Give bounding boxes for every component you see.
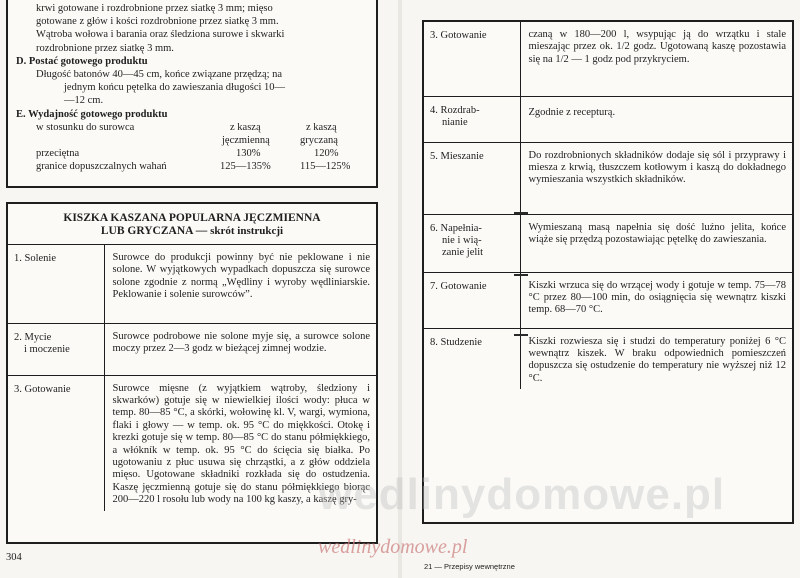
step-label (424, 272, 520, 328)
recipe-title-line-1: KISZKA KASZANA POPULARNA JĘCZMIENNA (63, 212, 321, 224)
step-label (424, 328, 520, 389)
step-label (8, 323, 104, 375)
yield-limits-label: granice dopuszczalnych wahań (36, 161, 167, 173)
step-text: Wymieszaną masą napełnia się dość luźno jelita, końce wiąże się przędzą pozostawiając pętelkę do zawieszania. (520, 214, 792, 272)
watermark-large: wedlinydomowe.pl (318, 470, 726, 519)
continuation-box (6, 0, 378, 188)
yield-header-row-2 (16, 134, 366, 147)
section-e-heading: E. Wydajność gotowego produktu (16, 108, 168, 120)
yield-header-row-1 (16, 121, 366, 134)
step-label-line: nie i wią- (442, 234, 482, 246)
section-d-heading: D. Postać gotowego produktu (16, 55, 148, 67)
section-d-line: —12 cm. (64, 95, 104, 107)
continuation-line: Wątroba wołowa i barania oraz śledziona surowe i skwarki (36, 29, 285, 41)
table-row (424, 328, 792, 389)
recipe-title-line-2 (12, 225, 372, 238)
yield-col2-header-2: gryczaną (300, 135, 338, 147)
pencil-mark (514, 274, 528, 276)
table-row (8, 245, 376, 323)
yield-col1-header: z kaszą (230, 121, 261, 133)
step-text: Kiszki wrzuca się do wrzącej wody i gotuje w temp. 75—78 °C przez 80—100 min, do osiągnięcia się wewnątrz kiszki temp. 68—70 °C. (520, 272, 792, 328)
step-text: Kiszki rozwiesza się i studzi do temperatury poniżej 6 °C wewnątrz kiszek. W braku odpowiednich pomieszczeń dopuszcza się ostudzenie do temperatury nie wyższej niż 12 °C. (528, 335, 786, 384)
step-label-line: 3. Gotowanie (14, 383, 71, 395)
yield-average-col1: 130% (236, 148, 261, 160)
recipe-title-sub: skrót instrukcji (210, 225, 284, 237)
step-label-line: 3. Gotowanie (430, 30, 487, 41)
yield-limits-col2: 115—125% (300, 161, 351, 173)
section-d-line: Długość batonów 40—45 cm, końce związane przędzą; na (36, 69, 283, 81)
step-label-line: 2. Mycie (14, 331, 52, 343)
pencil-mark (514, 212, 528, 214)
yield-limits-col1: 125—135% (220, 161, 271, 173)
step-label-line: 5. Mieszanie (430, 150, 484, 162)
pencil-mark (514, 334, 528, 336)
step-label (424, 142, 520, 214)
table-row (424, 272, 792, 328)
continuation-line: rozdrobnione przez siatkę 3 mm. (36, 42, 174, 54)
step-text: czaną w 180—200 l, wsypując ją do wrzątku i stale mieszając przez ok. 1/2 godz. Ugotowaną kaszę pozostawia się na 1/2 — 1 godz pod przykryciem. (520, 22, 792, 96)
step-text: Surowce mięsne (z wyjątkiem wątroby, śledziony i skwarków) gotuje się w niewielkiej ilości wody: płuca w temp. 80—85 °C, a skórki, wołowinę kl. V, wargi, wymiona, flaki i głowy — w temp. ok. 95 °C do miękkości. Otokę i krezki gotuje się w temp. 80—85 °C do stanu półmiękkiego, a włókník w temp. ok. 95 °C do ścięcia się białka. Po ugotowaniu z płuc usuwa się chrząstki, a z głów oddziela mięso. Ugotowane składniki rozkłada się do ostudzenia. Kaszę jęczmienną gotuje się do stanu półmiękkiego biorąc 200—220 l rosołu lub wody na 100 kg kaszy, a kaszę gry- (112, 382, 370, 506)
step-text: Surowce do produkcji powinny być nie peklowane i nie solone. W wyjątkowych wypadkach dopuszcza się surowce solone zgodnie z normą „Wędliny i wyroby wędliniarskie. Peklowanie i solenie surowców”. (104, 245, 376, 323)
step-label-line: i moczenie (24, 343, 70, 355)
recipe-title (8, 204, 376, 245)
continuation-line: gotowane z głów i kości rozdrobnione przez siatkę 3 mm. (36, 16, 279, 28)
step-label-line: 8. Studzenie (430, 336, 482, 348)
yield-col2-header: z kaszą (306, 121, 337, 133)
footer-text: 21 — Przepisy wewnętrzne (424, 562, 515, 571)
step-label (424, 96, 520, 142)
step-label (8, 245, 104, 323)
step-label-line: zanie jelit (442, 247, 484, 259)
continued-steps-table (424, 22, 792, 389)
table-row (424, 214, 792, 272)
table-row (424, 142, 792, 214)
step-text: Zgodnie z recepturą. (520, 96, 792, 142)
yield-basis-label: w stosunku do surowca (36, 121, 135, 133)
section-d-line: jednym końcu pętelka do zawieszania długości 10— (64, 82, 286, 94)
yield-col1-header-2: jęczmienną (222, 135, 270, 147)
yield-average-label: przeciętna (36, 148, 80, 160)
table-row (8, 323, 376, 375)
page-number: 304 (6, 552, 22, 563)
step-text: Surowce podrobowe nie solone myje się, a surowce solone moczy przez 2—3 godz w bieżącej zimnej wodzie. (104, 323, 376, 375)
step-label-line: 7. Gotowanie (430, 280, 487, 292)
table-row (424, 22, 792, 96)
step-label (8, 375, 104, 511)
yield-limits-row (16, 160, 366, 173)
recipe-title-main: LUB GRYCZANA — (100, 225, 208, 237)
step-label-line: 1. Solenie (14, 253, 56, 264)
step-label (424, 22, 520, 96)
watermark-small: wedlinydomowe.pl (318, 536, 468, 558)
yield-average-row (16, 147, 366, 160)
step-label-line: 4. Rozdrab- (430, 104, 480, 116)
step-label-line: 6. Napełnia- (430, 222, 482, 234)
steps-continuation-box (422, 20, 794, 524)
step-text: Do rozdrobnionych składników dodaje się sól i przyprawy i miesza z krwią, tłuszczem kotłowym i kaszą do dokładnego wymieszania wszystkich składników. (520, 142, 792, 214)
yield-average-col2: 120% (314, 148, 339, 160)
step-label (424, 214, 520, 272)
table-row (424, 96, 792, 142)
step-label-line: nianie (442, 116, 468, 128)
continuation-line: krwi gotowane i rozdrobnione przez siatkę 3 mm; mięso (36, 3, 273, 14)
